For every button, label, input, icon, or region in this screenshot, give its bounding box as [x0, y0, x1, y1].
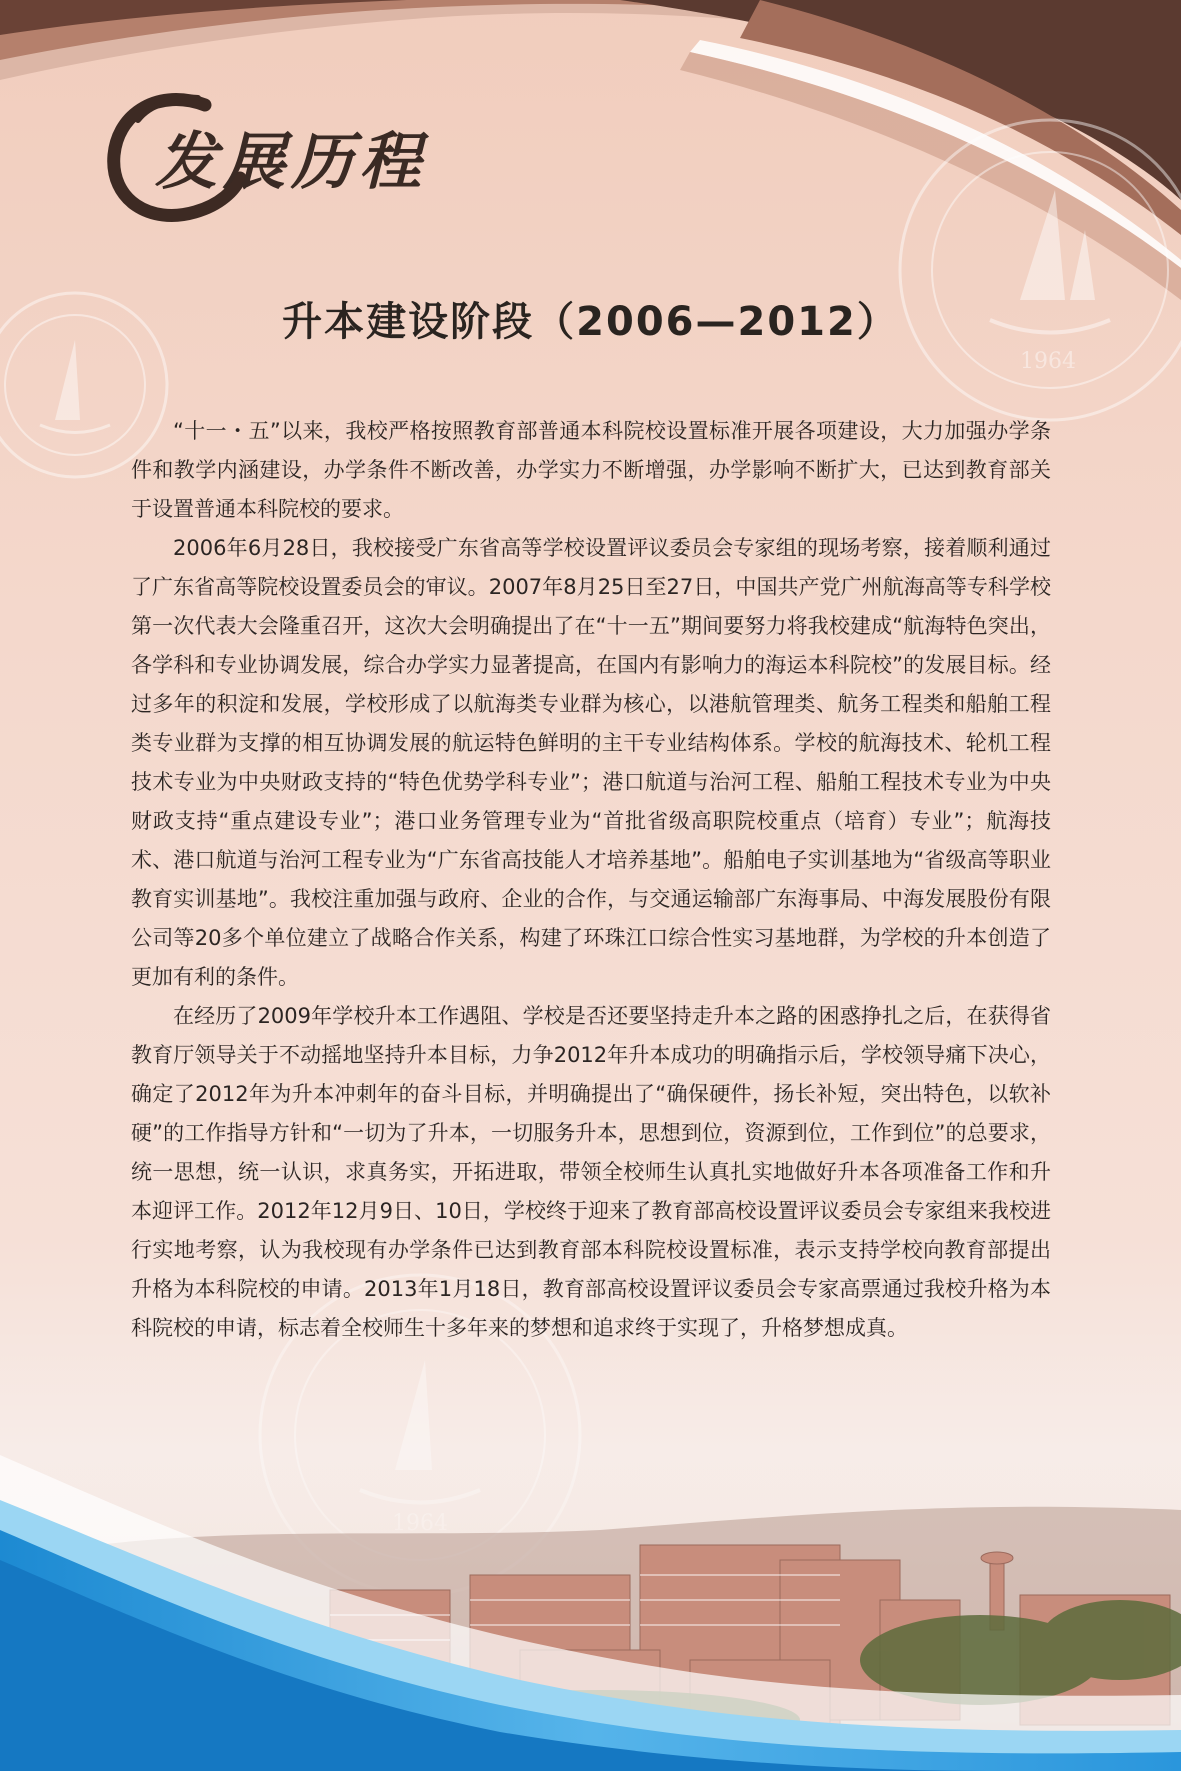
paragraph-2: 2006年6月28日，我校接受广东省高等学校设置评议委员会专家组的现场考察，接着顺利通过了广东省高等院校设置委员会的审议。2007年8月25日至27日，中国共产党广州航海高等专科学校第一次代表大会隆重召开，这次大会明确提出了在“十一五”期间要努力将我校建成“航海特色突出，各学科和专业协调发展，综合办学实力显著提高，在国内有影响力的海运本科院校”的发展目标。经过多年的积淀和发展，学校形成了以航海类专业群为核心，以港航管理类、航务工程类和船舶工程类专业群为支撑的相互协调发展的航运特色鲜明的主干专业结构体系。学校的航海技术、轮机工程技术专业为中央财政支持的“特色优势学科专业”；港口航道与治河工程、船舶工程技术专业为中央财政支持“重点建设专业”；港口业务管理专业为“首批省级高职院校重点（培育）专业”；航海技术、港口航道与治河工程专业为“广东省高技能人才培养基地”。船舶电子实训基地为“省级高等职业教育实训基地”。我校注重加强与政府、企业的合作，与交通运输部广东海事局、中海发展股份有限公司等20多个单位建立了战略合作关系，构建了环珠江口综合性实习基地群，为学校的升本创造了更加有利的条件。	[131, 536, 1051, 989]
heading-title: 发展历程	[155, 125, 428, 198]
article-body	[131, 412, 1051, 1348]
paragraph-1: “十一・五”以来，我校严格按照教育部普通本科院校设置标准开展各项建设，大力加强办学条件和教学内涵建设，办学条件不断改善，办学实力不断增强，办学影响不断扩大，已达到教育部关于设置普通本科院校的要求。	[131, 419, 1051, 521]
section-title: 升本建设阶段（2006—2012）	[282, 299, 899, 345]
watermark-year-right: 1964	[1020, 349, 1076, 374]
paragraph-3: 在经历了2009年学校升本工作遇阻、学校是否还要坚持走升本之路的困惑挣扎之后，在获得省教育厅领导关于不动摇地坚持升本目标，力争2012年升本成功的明确指示后，学校领导痛下决心，确定了2012年为升本冲刺年的奋斗目标，并明确提出了“确保硬件，扬长补短，突出特色，以软补硬”的工作指导方针和“一切为了升本，一切服务升本，思想到位，资源到位，工作到位”的总要求，统一思想，统一认识，求真务实，开拓进取，带领全校师生认真扎实地做好升本各项准备工作和升本迎评工作。2012年12月9日、10日，学校终于迎来了教育部高校设置评议委员会专家组来我校进行实地考察，认为我校现有办学条件已达到教育部本科院校设置标准，表示支持学校向教育部提出升格为本科院校的申请。2013年1月18日，教育部高校设置评议委员会专家高票通过我校升格为本科院校的申请，标志着全校师生十多年来的梦想和追求终于实现了，升格梦想成真。	[131, 1004, 1051, 1340]
